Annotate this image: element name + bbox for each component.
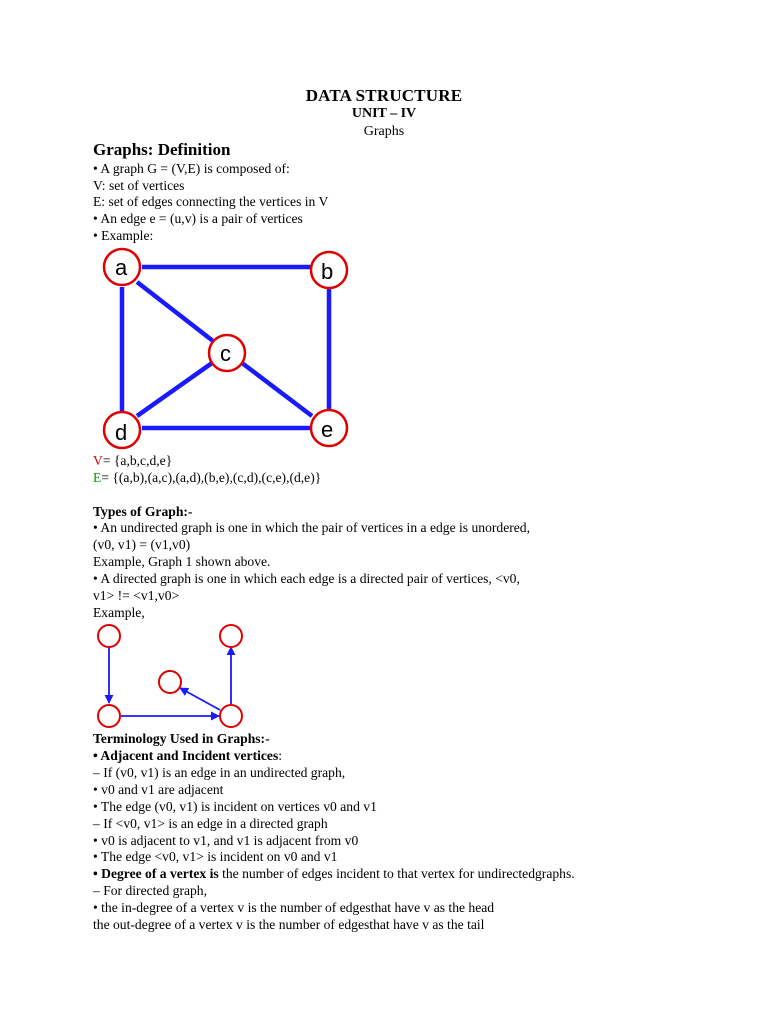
directed-graph-diagram <box>98 625 242 727</box>
types-line: v1> != <v1,v0> <box>93 588 180 603</box>
directed-node-top-right <box>220 625 242 647</box>
directed-node-bottom-left <box>98 705 120 727</box>
terminology-heading: Terminology Used in Graphs:- <box>93 731 270 746</box>
types-line: Example, Graph 1 shown above. <box>93 554 271 569</box>
types-line: Example, <box>93 605 145 620</box>
edge-set-label: E <box>93 470 102 485</box>
edge-c-d <box>137 363 212 416</box>
definition-line: E: set of edges connecting the vertices in V <box>93 194 329 209</box>
node-label-c: c <box>220 341 231 366</box>
node-label-e: e <box>321 417 334 442</box>
definition-line: • Example: <box>93 228 154 243</box>
degree-line <box>93 865 575 882</box>
terminology-tail-line: • the in-degree of a vertex v is the number of edgesthat have v as the head <box>93 900 495 915</box>
terminology-line: • v0 and v1 are adjacent <box>93 782 224 797</box>
directed-node-middle <box>159 671 181 693</box>
terminology-line: • The edge <v0, v1> is incident on v0 and v1 <box>93 849 338 864</box>
edge-a-c <box>137 282 213 341</box>
adjacent-heading: • Adjacent and Incident vertices <box>93 748 279 763</box>
vertex-set-label: V <box>93 453 103 468</box>
vertex-set-value: = {a,b,c,d,e} <box>102 453 173 468</box>
types-line: (v0, v1) = (v1,v0) <box>93 537 191 552</box>
definition-line: V: set of vertices <box>93 178 185 193</box>
unit-label: UNIT – IV <box>351 106 417 121</box>
terminology-tail-line: the out-degree of a vertex v is the number of edgesthat have v as the tail <box>93 917 485 932</box>
document-title: DATA STRUCTURE <box>305 86 463 105</box>
terminology-line: – If <v0, v1> is an edge in a directed graph <box>93 816 328 831</box>
adjacent-colon: : <box>278 748 283 763</box>
terminology-line: – If (v0, v1) is an edge in an undirected graph, <box>93 765 346 780</box>
types-heading: Types of Graph:- <box>93 504 193 519</box>
degree-definition: the number of edges incident to that vertex for undirectedgraphs. <box>218 866 575 881</box>
directed-node-bottom-right <box>220 705 242 727</box>
edge-set-line <box>93 469 321 486</box>
types-line: • A directed graph is one in which each edge is a directed pair of vertices, <v0, <box>93 571 520 586</box>
definition-line: • A graph G = (V,E) is composed of: <box>93 161 290 176</box>
topic-label: Graphs <box>363 124 405 139</box>
node-label-d: d <box>115 420 128 445</box>
directed-node-top-left <box>98 625 120 647</box>
terminology-tail-line: – For directed graph, <box>93 883 208 898</box>
vertex-set-line <box>93 452 172 469</box>
terminology-line: • v0 is adjacent to v1, and v1 is adjacent from v0 <box>93 833 359 848</box>
definition-heading: Graphs: Definition <box>93 140 231 159</box>
edge-set-value: = {(a,b),(a,c),(a,d),(b,e),(c,d),(c,e),(d,e)} <box>101 470 322 485</box>
node-label-b: b <box>321 259 334 284</box>
degree-heading: • Degree of a vertex is <box>93 866 219 881</box>
types-line: • An undirected graph is one in which the pair of vertices in a edge is unordered, <box>93 520 530 535</box>
adjacent-heading-line <box>93 747 282 764</box>
definition-line: • An edge e = (u,v) is a pair of vertices <box>93 211 303 226</box>
node-label-a: a <box>115 255 128 280</box>
terminology-line: • The edge (v0, v1) is incident on vertices v0 and v1 <box>93 799 377 814</box>
edge-c-e <box>242 363 312 416</box>
directed-edge-4 <box>180 688 220 710</box>
